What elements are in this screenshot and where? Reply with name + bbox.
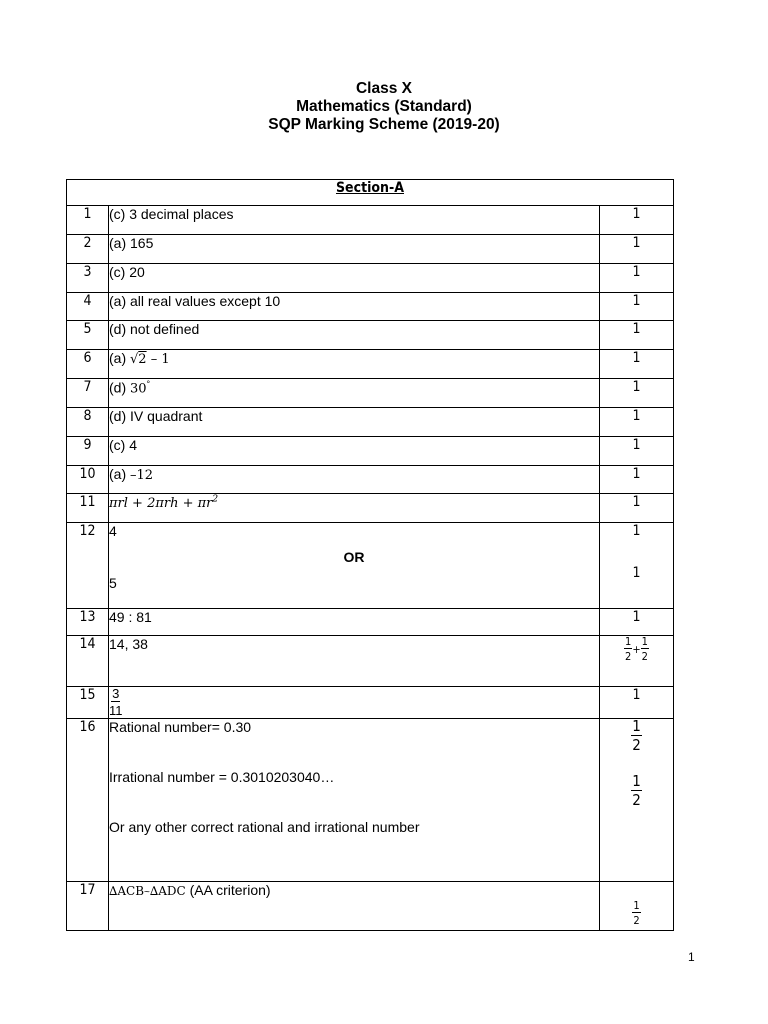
table-row: [67, 437, 674, 466]
marks-cell: 1: [599, 609, 673, 636]
marks-cell: 1: [599, 466, 673, 494]
answer-value: –12: [130, 468, 154, 483]
alternate-answer-note: Or any other correct rational and irrational number: [109, 819, 420, 835]
answer-cell: (c) 20: [109, 264, 600, 293]
table-row: [67, 321, 674, 350]
marks-cell: [599, 636, 673, 687]
table-row: [67, 466, 674, 494]
irrational-number-answer: Irrational number = 0.3010203040…: [109, 769, 335, 785]
answer-prefix: (a): [109, 350, 130, 366]
marks-cell: 1: [599, 264, 673, 293]
question-number: 5: [67, 321, 109, 350]
radical-sign: √: [130, 352, 139, 367]
page-number: 1: [688, 950, 695, 964]
answer-cell: (c) 4: [109, 437, 600, 466]
table-row: [67, 719, 674, 882]
subject-title: Mathematics (Standard): [296, 98, 472, 115]
marks-cell: 1: [599, 235, 673, 264]
table-row: [67, 882, 674, 931]
marks-cell: 1: [599, 408, 673, 437]
question-number: 2: [67, 235, 109, 264]
rational-number-answer: Rational number= 0.30: [109, 719, 252, 735]
answer-cell: [109, 466, 600, 494]
answer-cell: [109, 719, 600, 882]
marks-cell: [599, 882, 673, 931]
answer-cell: 14, 38: [109, 636, 600, 687]
answer-cell: [109, 687, 600, 719]
marks-cell: 1: [599, 379, 673, 408]
table-row: [67, 636, 674, 687]
degree-symbol: °: [146, 379, 151, 389]
answer-cell: (d) not defined: [109, 321, 600, 350]
question-number: 17: [67, 882, 109, 931]
triangle-adc: ∆ADC: [149, 884, 186, 898]
table-row: [67, 408, 674, 437]
answer-option-1: 4: [109, 523, 117, 539]
marks-cell: 1: [599, 687, 673, 719]
question-number: 10: [67, 466, 109, 494]
surface-area-formula: πrl + 2πrh + πr: [109, 496, 213, 511]
half-mark: $\frac{1}{2}$: [633, 899, 640, 927]
question-number: 13: [67, 609, 109, 636]
question-number: 15: [67, 687, 109, 719]
document-header: [0, 80, 768, 134]
or-separator: OR: [343, 549, 365, 565]
fraction-answer: $\frac{3}{11}$: [109, 686, 123, 718]
answer-cell: [109, 523, 600, 609]
marks-cell: 1: [599, 321, 673, 350]
marks-option-2: 1: [632, 565, 641, 581]
table-row: [67, 235, 674, 264]
question-number: 14: [67, 636, 109, 687]
plus-sign: +: [632, 643, 641, 656]
answer-cell: (d) IV quadrant: [109, 408, 600, 437]
triangle-acb: ∆ACB: [109, 884, 145, 898]
question-number: 7: [67, 379, 109, 408]
table-row: [67, 523, 674, 609]
section-header-row: [67, 180, 674, 206]
marking-scheme-table: [66, 179, 674, 931]
table-row: [67, 379, 674, 408]
formula-exponent: 2: [212, 494, 219, 505]
answer-option-2: 5: [109, 575, 117, 591]
question-number: 6: [67, 350, 109, 379]
table-row: [67, 609, 674, 636]
half-mark: $\frac{1}{2}$: [632, 772, 641, 809]
table-row: [67, 494, 674, 523]
answer-cell: [109, 379, 600, 408]
similar-sign: ~: [144, 887, 150, 898]
marks-cell: 1: [599, 206, 673, 235]
answer-cell: (a) 165: [109, 235, 600, 264]
answer-suffix: – 1: [146, 352, 170, 367]
section-title: Section-A: [67, 180, 674, 206]
marks-cell: [599, 719, 673, 882]
answer-cell: (a) all real values except 10: [109, 293, 600, 321]
table-row: [67, 350, 674, 379]
answer-prefix: (a): [109, 466, 130, 482]
radicand: 2: [138, 352, 147, 367]
scheme-title: SQP Marking Scheme (2019-20): [268, 116, 500, 133]
question-number: 8: [67, 408, 109, 437]
question-number: 3: [67, 264, 109, 293]
question-number: 12: [67, 523, 109, 609]
criterion-text: (AA criterion): [185, 882, 271, 898]
marks-cell: [599, 523, 673, 609]
angle-value: 30: [130, 381, 147, 397]
question-number: 9: [67, 437, 109, 466]
half-mark: $\frac{1}{2}$: [641, 635, 648, 663]
half-mark: $\frac{1}{2}$: [625, 635, 632, 663]
marks-cell: 1: [599, 494, 673, 523]
answer-cell: [109, 882, 600, 931]
table-row: [67, 264, 674, 293]
marks-option-1: 1: [632, 523, 641, 539]
half-mark: $\frac{1}{2}$: [632, 717, 641, 754]
answer-cell: [109, 350, 600, 379]
answer-cell: 49 : 81: [109, 609, 600, 636]
answer-cell: [109, 494, 600, 523]
question-number: 4: [67, 293, 109, 321]
question-number: 11: [67, 494, 109, 523]
answer-prefix: (d): [109, 379, 130, 396]
question-number: 16: [67, 719, 109, 882]
table-row: [67, 687, 674, 719]
table-row: [67, 206, 674, 235]
marks-cell: 1: [599, 350, 673, 379]
class-title: Class X: [355, 80, 412, 97]
marks-cell: 1: [599, 437, 673, 466]
marks-cell: 1: [599, 293, 673, 321]
answer-cell: (c) 3 decimal places: [109, 206, 600, 235]
question-number: 1: [67, 206, 109, 235]
table-row: [67, 293, 674, 321]
